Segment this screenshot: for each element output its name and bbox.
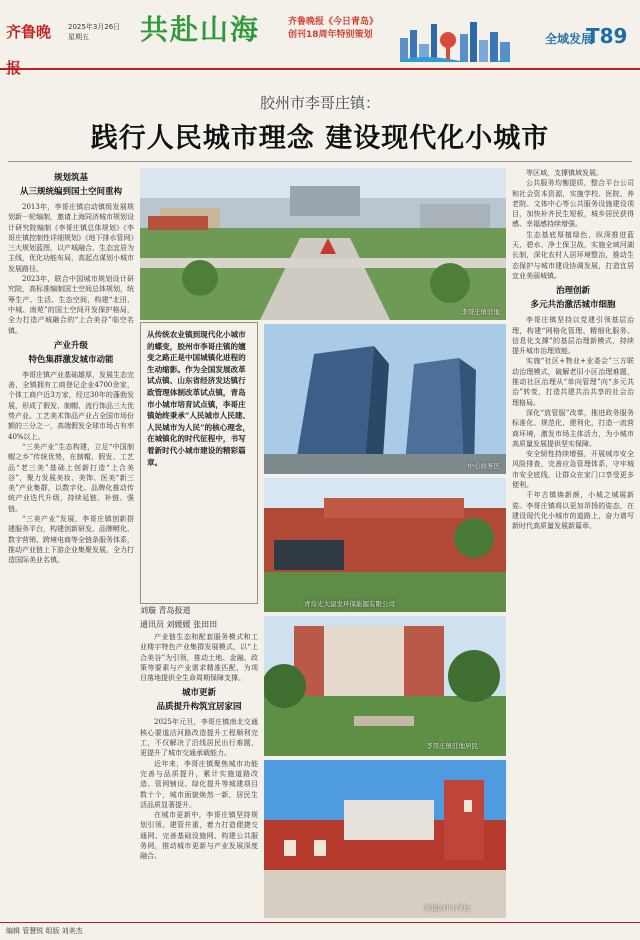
special-slogan: 共赴山海 (140, 13, 261, 46)
column-3 (512, 168, 634, 918)
photo-caption: 青岛光大建发环保能源有限公司 (304, 600, 395, 608)
photo-caption: 中心商务区 (467, 462, 500, 470)
photo-business-towers (264, 324, 506, 474)
paragraph: 2013年，李哥庄镇启动镇级发展规划新一轮编制，邀请上海同济城市规划设计研究院编制《李哥庄镇总体规划》《李哥庄镇控制性详细规划》《地下排水管网》三大规划蓝图，以产城融合、生态宜居为主线，优化功能布局，高起点谋划小城市发展路径。 (8, 203, 134, 273)
correspondent-line: 通讯员 刘媛媛 张田田 (140, 620, 218, 629)
paragraph: 产业链生态和配套服务模式和工业楼宇特色产业集群发展模式，以“上合美谷”为引领，推动土地、金融、政策等要素与产业需求精准匹配，为项目落地提供全生命周期保障支撑。 (140, 633, 258, 683)
paragraph: 公共服务均衡提质，整合平台公司和社会资本资源，实施学校、医院、养老院、文体中心等公共服务设施建设项目，加快补齐民生短板，城乡居民获得感、幸福感持续增强。 (512, 179, 634, 229)
subtitle-line-2: 创刊18周年特别策划 (288, 30, 373, 40)
section-subheading: 多元共治激活城市细胞 (530, 300, 616, 311)
byline (140, 604, 217, 632)
photo-new-school (264, 760, 506, 918)
paragraph: 实施“社区+物业+业委会”三方联动治理模式，破解老旧小区治理难题，推动社区治理从“单向管理”向“多元共治”转变，打造共建共治共享的社会治理格局。 (512, 357, 634, 407)
special-subtitle (288, 16, 378, 42)
paragraph: 李哥庄镇产业基础雄厚，发展生态完善，全镇拥有工商登记企业4700余家，个体工商户近3万家，经过30年的蓬勃发展，形成了假发、制帽、流行饰品三大优势产业。工艺美术饰品产业占全国市场份额的三分之一，高端假发全球市场占有率40%以上。 (8, 370, 134, 441)
column-2-bottom (140, 632, 258, 918)
section-subheading: 品质提升构筑宜居家园 (156, 702, 242, 713)
editor-note-box: 从传统农业镇到现代化小城市的蝶变，胶州市李哥庄镇的嬗变之路正是中国城镇化进程的生动缩影。作为全国发展改革试点镇、山东省经济发达镇行政管理体制改革试点镇，青岛市小城市培育试点镇，李哥庄镇始终秉承“人民城市人民建、人民城市为人民”的核心理念，在城镇化的时代征程中，书写着新时代小城市建设的精彩篇章。 (140, 322, 258, 604)
school-image (264, 760, 506, 918)
photo-caption: 新建的中小学校 (424, 904, 470, 912)
photo-caption: 李哥庄镇驻地 (461, 308, 500, 316)
headline-divider (8, 161, 632, 162)
photo-caption: 李哥庄镇驻地居民 (426, 742, 478, 750)
page-header (0, 0, 640, 77)
paragraph: “三美产业”生态构建，立足“中国制帽之乡”传统优势，在制帽、假发、工艺品“老三美”基础上创新打造“上合美谷”，聚力发展美妆、美饰、医美“新三美”产业集群，以数字化、品牌化推动传统产业迭代升级，持续延链、补链、强链。 (8, 442, 134, 513)
section-heading: 产业升级 (53, 340, 88, 351)
main-headline: 践行人民城市理念 建设现代化小城市 (90, 123, 550, 154)
paragraph: 在城市更新中，李哥庄镇坚持规划引领、建管并重，着力打造便捷交通网、完善基础设施网、构建公共服务网，推动城市更新与产业发展深度融合。 (140, 811, 258, 861)
city-skyline-icon (400, 18, 510, 62)
section-subheading: 特色集群激发城市动能 (28, 354, 114, 365)
factory-image (264, 478, 506, 612)
date-text: 2025年3月26日 (68, 23, 121, 31)
plaza-aerial-image (140, 168, 506, 320)
paragraph: 2025年元旦，李哥庄镇南北交通核心要道沽河路改造提升工程顺利完工，不仅解决了沿线居民出行难题，更提升了城市交通承载能力。 (140, 718, 258, 758)
page-footer: 编辑 管慧锐 组版 刘美杰 (0, 922, 640, 940)
residential-image (264, 616, 506, 756)
paragraph: 千年古镇焕新颜，小城之城展新姿。李哥庄镇将以更加昂扬的姿态，在建设现代化小城市的道路上，奋力谱写新时代高质量发展新篇章。 (512, 491, 634, 531)
section-heading: 规划筑基 (53, 173, 88, 183)
paragraph: 等区域，支撑镇域发展。 (526, 169, 603, 177)
issue-date (68, 22, 120, 42)
photo-energy-company (264, 478, 506, 612)
towers-image (264, 324, 506, 474)
section-name: 全域发展 (545, 32, 594, 46)
reporter-line: 刘璇 青岛报道 (140, 606, 191, 615)
weekday-text: 星期五 (68, 33, 89, 41)
newspaper-logo: 齐鲁晚报 (6, 23, 52, 77)
section-subheading: 从三规统编到国土空间重构 (19, 187, 122, 197)
paragraph: 安全韧性持续增强，开展城市安全风险排查，完善应急管理体系，守牢城市安全底线，让群众在家门口享受更多便利。 (512, 450, 634, 490)
lead-title: 胶州市李哥庄镇： (259, 94, 380, 112)
paragraph: 深化“放管服”改革，推进政务服务标准化、规范化、便利化，打造一流营商环境，激发市场主体活力，为小城市高质量发展提供坚实保障。 (512, 408, 634, 448)
column-1 (8, 168, 134, 918)
photo-town-plaza (140, 168, 506, 320)
photo-residential (264, 616, 506, 756)
paragraph: 李哥庄镇坚持以党建引领基层治理，构建“网格化管理、精细化服务、信息化支撑”的基层治理新模式，持续提升城市治理效能。 (512, 316, 634, 356)
section-heading: 治理创新 (555, 286, 590, 297)
section-heading: 城市更新 (181, 688, 216, 699)
paragraph: “三美产业”发展，李哥庄镇创新搭建服务平台，构建创新研发、品牌孵化、数字营销、跨境电商等全链条服务体系，推动产业链上下游企业集聚发展，全力打造国际美业名镇。 (8, 515, 134, 565)
paragraph: 近年来，李哥庄镇聚焦城市功能完善与品质提升，累计实施道路改造、管网铺设、绿化提升等城建项目数十个，城市面貌焕然一新，居民生活品质显著提升。 (140, 759, 258, 809)
page-number: T89 (586, 24, 628, 48)
paragraph: 生态基底厚植绿色，纵深推进蓝天、碧水、净土保卫战，实施全域河湖长制，深化农村人居环境整治，推动生态保护与城市建设协调发展，打造宜居宜业美丽城镇。 (512, 230, 634, 280)
paragraph: 2023年，联合中国城市规划设计研究院，高标准编制国土空间总体规划，统筹生产、生活、生态空间，构建“北田、中城、南苑”的国土空间开发保护格局，全力打造产城融合的“上合美谷”临空名镇。 (8, 275, 134, 335)
subtitle-line-1: 齐鲁晚报《今日青岛》 (288, 17, 379, 27)
